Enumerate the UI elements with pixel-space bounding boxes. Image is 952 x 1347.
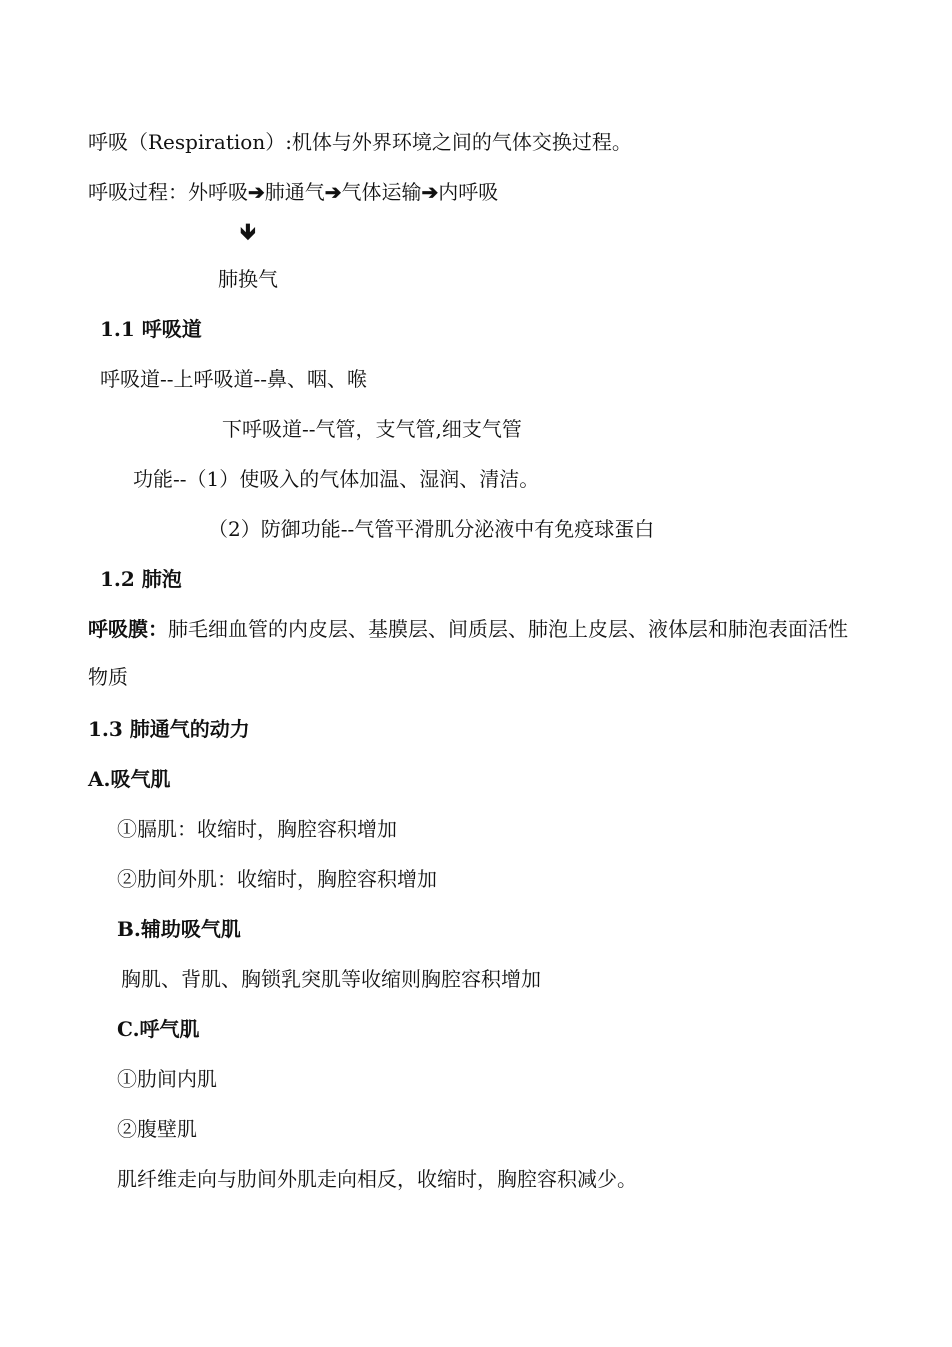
section-heading-1-1: 1.1 呼吸道: [100, 317, 202, 341]
membrane-line: [88, 616, 848, 642]
accessory-muscles-title: B.辅助吸气肌: [117, 917, 241, 941]
membrane-description: 肺毛细血管的内皮层、基膜层、间质层、肺泡上皮层、液体层和肺泡表面活性: [168, 617, 848, 641]
arrow-down-icon: 🡻: [240, 219, 256, 245]
arrow-right-icon: ➔: [421, 180, 439, 204]
expiratory-muscles-title: C.呼气肌: [117, 1017, 200, 1041]
process-label: 呼吸过程：: [88, 180, 188, 204]
process-step-4: 内呼吸: [438, 180, 499, 204]
definition-line: 呼吸（Respiration）:机体与外界环境之间的气体交换过程。: [88, 130, 632, 154]
expiratory-item-1: ①肋间内肌: [117, 1067, 217, 1091]
fiber-direction-note: 肌纤维走向与肋间外肌走向相反，收缩时，胸腔容积减少。: [117, 1167, 637, 1191]
accessory-item: 胸肌、背肌、胸锁乳突肌等收缩则胸腔容积增加: [121, 967, 541, 991]
function-line-1: 功能--（1）使吸入的气体加温、湿润、清洁。: [133, 467, 540, 491]
inspiratory-item-2: ②肋间外肌：收缩时，胸腔容积增加: [117, 867, 437, 891]
function-line-2: （2）防御功能--气管平滑肌分泌液中有免疫球蛋白: [208, 517, 655, 541]
process-line: [88, 179, 498, 205]
upper-airway-line: 呼吸道--上呼吸道--鼻、咽、喉: [100, 367, 368, 391]
membrane-continuation: 物质: [88, 665, 128, 689]
membrane-term: 呼吸膜：: [88, 617, 168, 641]
arrow-right-icon: ➔: [248, 180, 265, 204]
process-step-3: 气体运输: [341, 180, 422, 204]
process-step-2: 肺通气: [264, 180, 325, 204]
process-step-1: 外呼吸: [188, 180, 248, 204]
inspiratory-muscles-title: A.吸气肌: [88, 767, 171, 791]
expiratory-item-2: ②腹壁肌: [117, 1117, 197, 1141]
sub-step-label: 肺换气: [218, 267, 278, 291]
section-heading-1-3: 1.3 肺通气的动力: [88, 717, 250, 741]
section-heading-1-2: 1.2 肺泡: [100, 567, 182, 591]
arrow-right-icon: ➔: [324, 180, 342, 204]
lower-airway-line: 下呼吸道--气管，支气管,细支气管: [222, 417, 522, 441]
inspiratory-item-1: ①膈肌：收缩时，胸腔容积增加: [117, 817, 397, 841]
